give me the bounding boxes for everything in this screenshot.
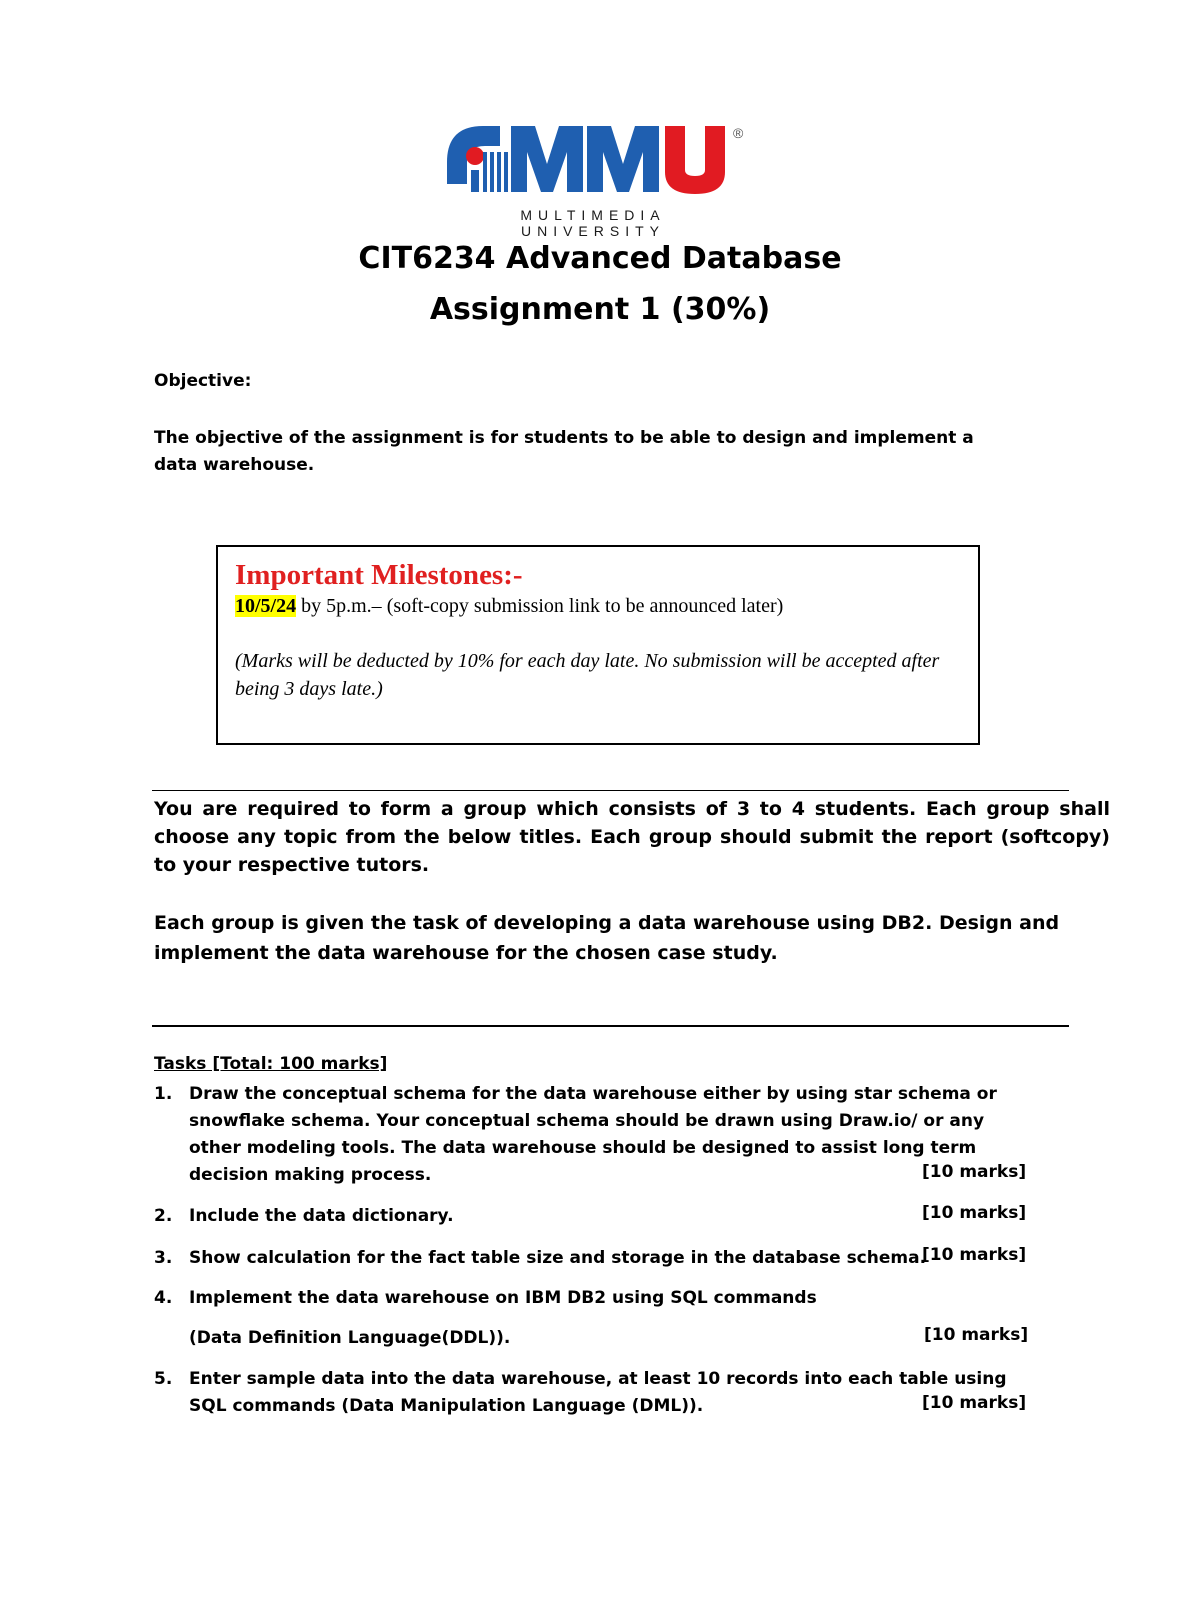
task-text-continued: (Data Definition Language(DDL)). [189,1328,511,1348]
document-title: CIT6234 Advanced Database [358,241,842,276]
task-marks: [10 marks] [922,1203,1027,1223]
objective-text: The objective of the assignment is for students to be able to design and implement a data warehouse. [154,428,974,475]
task-marks: [10 marks] [922,1393,1027,1413]
task-marks: [10 marks] [924,1325,1029,1345]
task-marks: [10 marks] [922,1162,1027,1182]
task-text: Enter sample data into the data warehouse, at least 10 records into each table using SQL commands (Data Manipulation Language (DML)). [189,1369,1007,1416]
task-text: Implement the data warehouse on IBM DB2 using SQL commands [189,1288,817,1308]
registered-mark: ® [733,125,744,141]
task-text: Draw the conceptual schema for the data warehouse either by using star schema or snowflake schema. Your conceptual schema should be drawn using Draw.io/ or any other modeling tools. The data warehouse should be designed to assist long term decision making process. [189,1084,997,1185]
milestone-detail: (soft-copy submission link to be announced later) [381,595,784,617]
task-number: 3. [154,1248,173,1268]
logo-subtitle: MULTIMEDIA UNIVERSITY [520,207,666,239]
divider-bottom [152,1025,1069,1027]
task-text: Show calculation for the fact table size and storage in the database schema. [189,1248,927,1268]
logo-emblem-dot [466,147,484,165]
divider-top [152,790,1069,791]
task-text: Include the data dictionary. [189,1206,454,1226]
task-marks: [10 marks] [922,1245,1027,1265]
instructions-paragraph-2: Each group is given the task of developing a data warehouse using DB2. Design and implement the data warehouse for the chosen case study. [154,912,1060,964]
milestone-time: by 5p.m.– [296,595,382,617]
task-number: 4. [154,1288,173,1308]
task-number: 1. [154,1084,173,1104]
milestone-date: 10/5/24 [235,595,297,617]
milestones-box [216,545,980,745]
instructions-paragraph-1: You are required to form a group which consists of 3 to 4 students. Each group shall choose any topic from the below titles. Each group should submit the report (softcopy) to your respective tutors. [154,798,1110,876]
milestones-title: Important Milestones:- [235,559,523,591]
tasks-heading: Tasks [Total: 100 marks] [154,1054,388,1074]
task-number: 2. [154,1206,173,1226]
objective-label: Objective: [154,371,252,391]
milestones-deadline [235,595,783,618]
milestones-note: (Marks will be deducted by 10% for each day late. No submission will be accepted after being 3 days late.) [235,650,940,700]
task-number: 5. [154,1369,173,1389]
document-subtitle: Assignment 1 (30%) [429,292,771,327]
